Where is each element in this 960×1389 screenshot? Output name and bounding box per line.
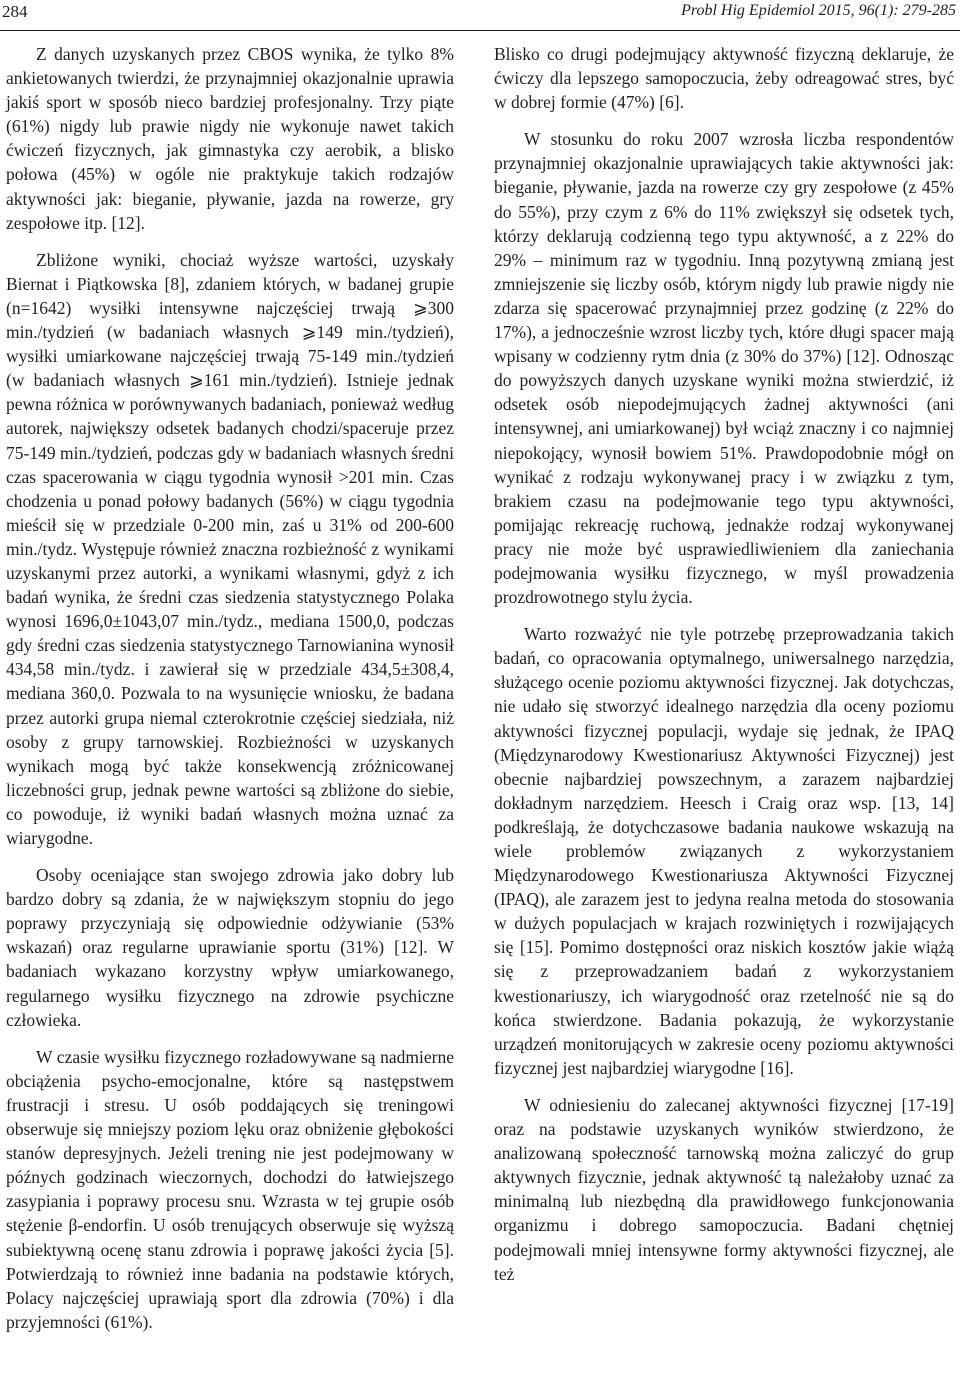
header-rule <box>0 30 960 31</box>
paragraph: W stosunku do roku 2007 wzrosła liczba respondentów przynajmniej okazjonalnie uprawiających takie aktywności jak: bieganie, pływanie, jazda na rowerze czy gry zespołowe (z 45% do 55%), przy czym z 6% do 11% zwiększył się odsetek tych, którzy deklarują codzienną tego typu aktywność, a z 22% do 29% – minimum raz w tygodniu. Inną pozytywną zmianą jest zmniejszenie się liczby osób, którym nigdy lub prawie nigdy nie zdarza się spacerować przynajmniej przez godzinę (z 22% do 17%), a jednocześnie wzrost liczby tych, które długi spacer mają wpisany w codzienny rytm dnia (z 30% do 37%) [12]. Odnosząc do powyższych danych uzyskane wyniki można stwierdzić, iż odsetek osób niepodejmujących żadnej aktywności (ani intensywnej, ani umiarkowanej) był wciąż znaczny i co najmniej niepokojący, wynosił bowiem 51%. Prawdopodobnie mógł on wynikać z rodzaju wykonywanej pracy i w związku z tym, brakiem czasu na podejmowanie tego typu aktywności, pomijając rekreację ruchową, jednakże rodzaj wykonywanej pracy nie może być usprawiedliwieniem dla zaniechania podejmowania wysiłku fizycznego, w myśl prowadzenia prozdrowotnego stylu życia. <box>494 129 954 608</box>
page-number: 284 <box>2 2 28 21</box>
left-column <box>6 42 454 1347</box>
paragraph: Zbliżone wyniki, chociaż wyższe wartości, uzyskały Biernat i Piątkowska [8], zdaniem których, w badanej grupie (n=1642) wysiłki intensywne najczęściej trwają ⩾300 min./tydzień (w badaniach własnych ⩾149 min./tydzień), wysiłki umiarkowane najczęściej trwają 75-149 min./tydzień (w badaniach własnych ⩾161 min./tydzień). Istnieje jednak pewna różnica w porównywanych badaniach, ponieważ według autorek, największy odsetek badanych chodzi/spaceruje przez 75-149 min./tydzień, podczas gdy w badaniach własnych średni czas spacerowania w ciągu tygodnia wynosił >201 min. Czas chodzenia u ponad połowy badanych (56%) w ciągu tygodnia mieścił się w przedziale 0-200 min, zaś u 31% od 200-600 min./tydz. Występuje również znaczna rozbieżność z wynikami uzyskanymi przez autorki, a wynikami własnymi, gdyż z ich badań wynika, że średni czas siedzenia statystycznego Polaka wynosi 1696,0±1043,07 min./tydz., mediana 1500,0, podczas gdy średni czas siedzenia statystycznego Tarnowianina wynosił 434,58 min./tydz. i zawierał się w przedziale 434,5±308,4, mediana 360,0. Pozwala to na wysunięcie wniosku, że badana przez autorki grupa niemal czterokrotnie częściej siedziała, niż osoby z grupy tarnowskiej. Rozbieżności w uzyskanych wynikach mogą być także konsekwencją zróżnicowanej liczebności grup, jednak pewne wartości są zbliżone do siebie, co powoduje, iż wyniki badań własnych można uznać za wiarygodne. <box>6 249 454 848</box>
paragraph: W odniesieniu do zalecanej aktywności fizycznej [17-19] oraz na podstawie uzyskanych wyników stwierdzono, że analizowaną społeczność tarnowską można zaliczyć do grup aktywnych fizycznie, jednak aktywność tą należałoby uznać za minimalną lub niezbędną dla prawidłowego funkcjonowania organizmu i dobrego samopoczucia. Badani chętniej podejmowali mniej intensywne formy aktywności fizycznej, ale też <box>494 1094 954 1284</box>
paragraph: Z danych uzyskanych przez CBOS wynika, że tylko 8% ankietowanych twierdzi, że przynajmniej okazjonalnie uprawia jakiś sport w sposób nieco bardziej profesjonalny. Trzy piąte (61%) nigdy lub prawie nigdy nie wykonuje nawet takich ćwiczeń fizycznych, jak gimnastyka czy aerobik, a blisko połowa (45%) w ogóle nie praktykuje takich rodzajów aktywności jak: bieganie, pływanie, jazda na rowerze, gry zespołowe itp. [12]. <box>6 44 454 233</box>
paragraph-continued: Blisko co drugi podejmujący aktywność fizyczną deklaruje, że ćwiczy dla lepszego samopoczucia, żeby odreagować stres, być w dobrej formie (47%) [6]. <box>494 44 954 113</box>
right-column <box>494 42 954 1299</box>
page-header <box>0 0 960 30</box>
paragraph: Warto rozważyć nie tyle potrzebę przeprowadzania takich badań, co opracowania optymalnego, uniwersalnego narzędzia, służącego ocenie poziomu aktywności fizycznej. Jak dotychczas, nie udało się stworzyć idealnego narzędzia dla oceny poziomu aktywności fizycznej populacji, wydaje się jednak, że IPAQ (Międzynarodowy Kwestionariusz Aktywności Fizycznej) jest obecnie najbardziej powszechnym, a zarazem najbardziej dokładnym narzędziem. Heesch i Craig oraz wsp. [13, 14] podkreślają, że dotychczasowe badania naukowe wskazują na wiele problemów związanych z wykorzystaniem Międzynarodowego Kwestionariusza Aktywności Fizycznej (IPAQ), ale zarazem jest to jedyna realna metoda do stosowania w dużych populacjach w krajach rozwiniętych i rozwijających się [15]. Pomimo dostępności oraz niskich kosztów jakie wiążą się z przeprowadzaniem badań z wykorzystaniem kwestionariuszy, ich wiarygodność oraz rzetelność nie są do końca stwierdzone. Badania pokazują, że wykorzystanie urządzeń monitorujących w zakresie oceny poziomu aktywności fizycznej jest najbardziej wiarygodne [16]. <box>494 624 954 1078</box>
journal-reference: Probl Hig Epidemiol 2015, 96(1): 279-285 <box>681 2 956 19</box>
paragraph: W czasie wysiłku fizycznego rozładowywane są nadmierne obciążenia psycho-emocjonalne, które są następstwem frustracji i stresu. U osób poddających się treningowi obserwuje się mniejszy poziom lęku oraz obniżenie głębokości stanów depresyjnych. Jeżeli trening nie jest podejmowany w późnych godzinach wieczornych, dochodzi do łatwiejszego zasypiania i poprawy procesu snu. Wzrasta w tej grupie osób stężenie β-endorfin. U osób trenujących obserwuje się wyższą subiektywną ocenę stanu zdrowia i poprawę jakości życia [5]. Potwierdzają to również inne badania na podstawie których, Polacy najczęściej uprawiają sport dla zdrowia (70%) i dla przyjemności (61%). <box>6 1046 454 1332</box>
paragraph: Osoby oceniające stan swojego zdrowia jako dobry lub bardzo dobry są zdania, że w największym stopniu do jego poprawy przyczyniają się odpowiednie odżywianie (53% wskazań) oraz regularne uprawianie sportu (31%) [12]. W badaniach wykazano korzystny wpływ umiarkowanego, regularnego wysiłku fizycznego na zdrowie psychiczne człowieka. <box>6 865 454 1030</box>
